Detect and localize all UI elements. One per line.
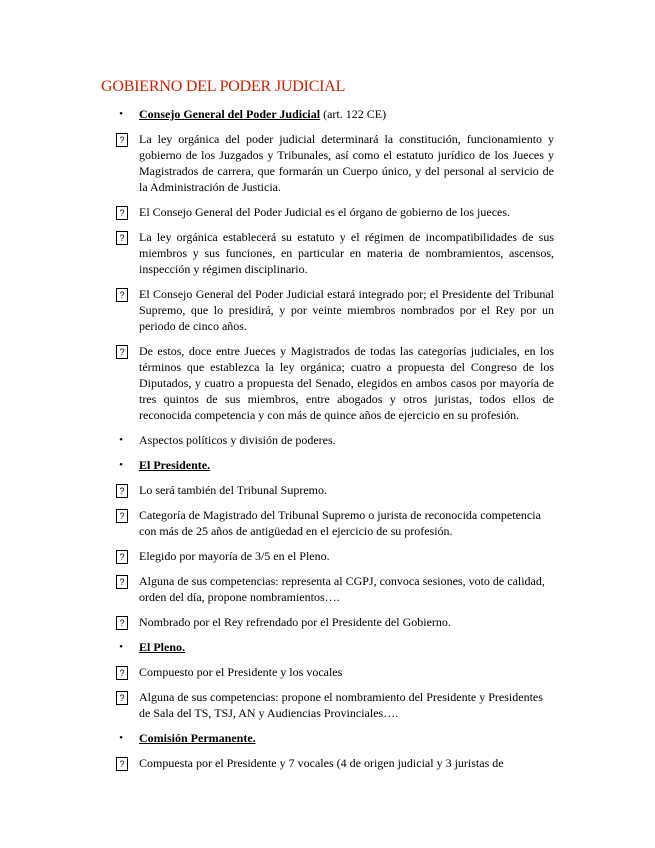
item-body: (art. 122 CE) <box>320 107 387 121</box>
list-item <box>0 286 655 334</box>
section-heading: Comisión Permanente. <box>139 731 256 745</box>
missing-glyph-box-icon: ? <box>116 757 128 771</box>
item-text <box>139 639 554 655</box>
item-text <box>139 573 554 605</box>
item-body: La ley orgánica establecerá su estatuto y el régimen de incompatibilidades de sus miembros y sus funciones, en particular en materia de nombramientos, ascensos, inspección y régimen disciplinario. <box>139 230 554 276</box>
item-text <box>139 614 554 630</box>
item-text <box>139 482 554 498</box>
missing-glyph-box-icon: ? <box>116 133 128 147</box>
list-item <box>0 482 655 498</box>
list-item <box>0 755 655 771</box>
list-item <box>0 343 655 423</box>
item-body: Categoría de Magistrado del Tribunal Supremo o jurista de reconocida competencia con más de 25 años de antigüedad en el ejercicio de su profesión. <box>139 508 541 538</box>
item-text <box>139 432 554 448</box>
list-item <box>0 573 655 605</box>
list-item <box>0 204 655 220</box>
missing-glyph-box-icon: ? <box>116 666 128 680</box>
item-text <box>139 286 554 334</box>
item-text <box>139 664 554 680</box>
item-text <box>139 106 554 122</box>
item-body: De estos, doce entre Jueces y Magistrados de todas las categorías judiciales, en los términos que establezca la ley orgánica; cuatro a propuesta del Congreso de los Diputados, y cuatro a propuesta del Senado, elegidos en ambos casos por mayoría de tres quintos de sus miembros, entre abogados y otros juristas, todos ellos de reconocida competencia y con más de quince años de ejercicio en su profesión. <box>139 344 554 422</box>
bullet-icon: • <box>119 641 123 653</box>
item-body: Nombrado por el Rey refrendado por el Presidente del Gobierno. <box>139 615 451 629</box>
bullet-item <box>0 106 655 122</box>
bullet-item <box>0 432 655 448</box>
item-text <box>139 204 554 220</box>
item-text <box>139 755 554 771</box>
bullet-item <box>0 457 655 473</box>
missing-glyph-box-icon: ? <box>116 509 128 523</box>
item-text <box>139 507 554 539</box>
item-body: Lo será también del Tribunal Supremo. <box>139 483 327 497</box>
bullet-icon: • <box>119 732 123 744</box>
bullet-icon: • <box>119 459 123 471</box>
section-heading: El Pleno. <box>139 640 186 654</box>
item-body: El Consejo General del Poder Judicial es el órgano de gobierno de los jueces. <box>139 205 511 219</box>
bullet-icon: • <box>119 108 123 120</box>
item-body: Compuesto por el Presidente y los vocales <box>139 665 343 679</box>
item-body: Alguna de sus competencias: propone el nombramiento del Presidente y Presidentes de Sala del TS, TSJ, AN y Audiencias Provinciales…. <box>139 690 543 720</box>
list-item <box>0 507 655 539</box>
section-heading: Consejo General del Poder Judicial <box>139 107 321 121</box>
list-item <box>0 664 655 680</box>
document-title: GOBIERNO DEL PODER JUDICIAL <box>101 78 346 95</box>
item-text <box>139 457 554 473</box>
item-text <box>139 343 554 423</box>
item-body: La ley orgánica del poder judicial determinará la constitución, funcionamiento y gobierno de los Juzgados y Tribunales, así como el estatuto jurídico de los Jueces y Magistrados de carrera, que formarán un Cuerpo único, y del personal al servicio de la Administración de Justicia. <box>139 132 554 194</box>
missing-glyph-box-icon: ? <box>116 231 128 245</box>
missing-glyph-box-icon: ? <box>116 691 128 705</box>
item-body: El Consejo General del Poder Judicial estará integrado por; el Presidente del Tribunal Supremo, que lo presidirá, y por veinte miembros nombrados por el Rey por un periodo de cinco años. <box>139 287 554 333</box>
list-item <box>0 229 655 277</box>
item-text <box>139 730 554 746</box>
missing-glyph-box-icon: ? <box>116 288 128 302</box>
bullet-item <box>0 730 655 746</box>
list-item <box>0 614 655 630</box>
missing-glyph-box-icon: ? <box>116 345 128 359</box>
list-item <box>0 131 655 195</box>
missing-glyph-box-icon: ? <box>116 616 128 630</box>
list-item <box>0 689 655 721</box>
item-text <box>139 548 554 564</box>
item-text <box>139 689 554 721</box>
bullet-icon: • <box>119 434 123 446</box>
item-text <box>139 131 554 195</box>
item-text <box>139 229 554 277</box>
section-heading: El Presidente. <box>139 458 211 472</box>
missing-glyph-box-icon: ? <box>116 550 128 564</box>
list-item <box>0 548 655 564</box>
bullet-item <box>0 639 655 655</box>
item-body: Aspectos políticos y división de poderes. <box>139 433 336 447</box>
missing-glyph-box-icon: ? <box>116 206 128 220</box>
item-body: Elegido por mayoría de 3/5 en el Pleno. <box>139 549 330 563</box>
missing-glyph-box-icon: ? <box>116 484 128 498</box>
missing-glyph-box-icon: ? <box>116 575 128 589</box>
item-body: Compuesta por el Presidente y 7 vocales (4 de origen judicial y 3 juristas de <box>139 756 504 770</box>
content-list <box>0 106 655 780</box>
item-body: Alguna de sus competencias: representa al CGPJ, convoca sesiones, voto de calidad, orden del día, propone nombramientos…. <box>139 574 545 604</box>
